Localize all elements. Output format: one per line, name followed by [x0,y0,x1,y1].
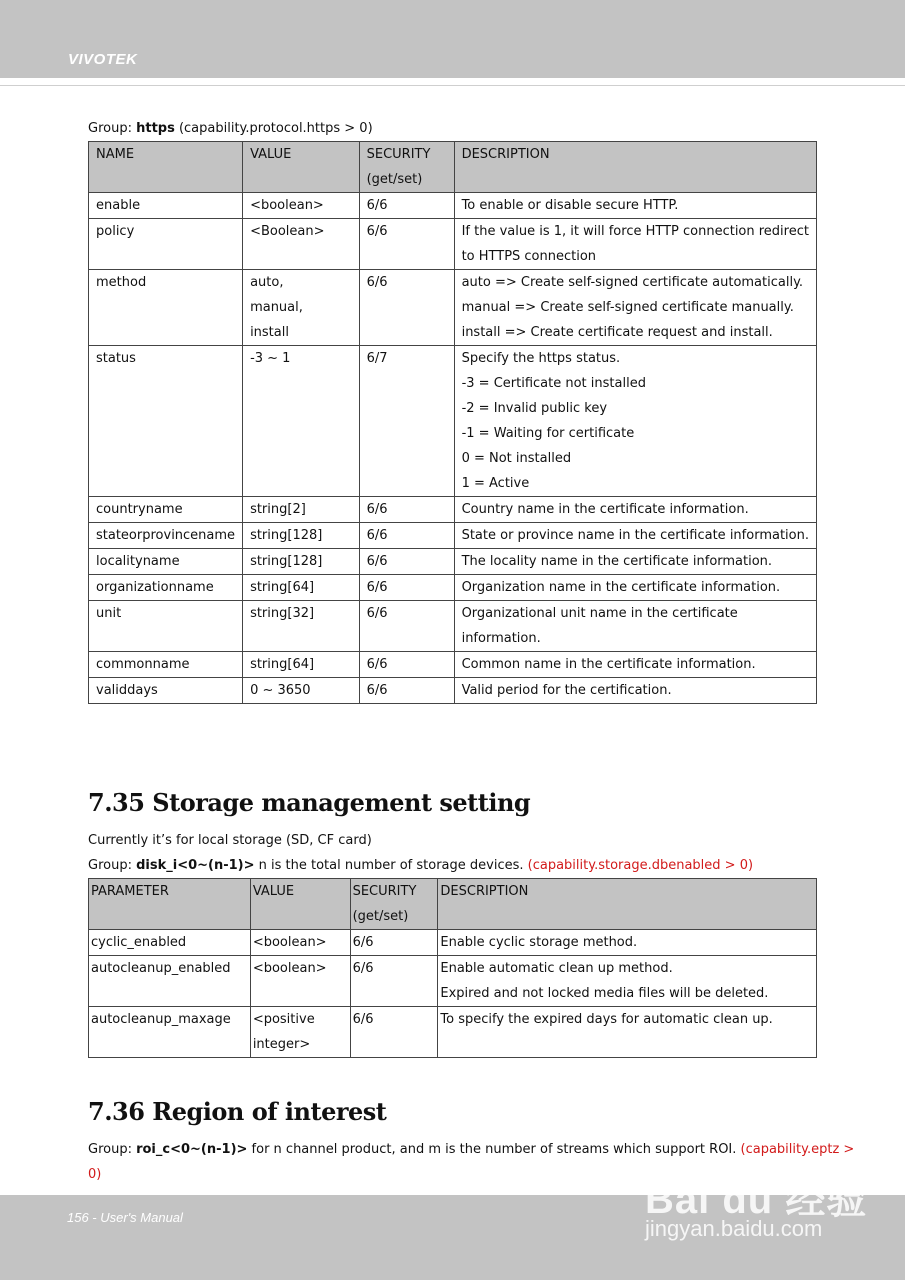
storage-parameter-table [88,878,817,1058]
group-capability: (capability.protocol.https > 0) [174,121,373,136]
param-security-cell: 6/6 [359,497,454,523]
page-number: 156 - User's Manual [67,1210,183,1225]
param-value-cell [250,956,350,1007]
param-description-cell [454,219,816,270]
table-row [89,549,817,575]
cell-line: <positive [252,1012,315,1027]
param-name-cell: commonname [89,652,243,678]
param-name-cell: countryname [89,497,243,523]
param-description-cell [454,270,816,346]
cell-line: State or province name in the certificate information. [461,528,809,543]
cell-line: install => Create certificate request and install. [461,325,773,340]
param-name-cell: autocleanup_enabled [89,956,251,1007]
table-row [89,601,817,652]
cell-line: string[64] [250,580,315,595]
param-security-cell: 6/6 [359,575,454,601]
table-row [89,575,817,601]
param-description-cell [438,930,817,956]
cell-line: Country name in the certificate information. [461,502,749,517]
param-name-cell: cyclic_enabled [89,930,251,956]
cell-line: string[128] [250,528,323,543]
https-group-label [88,116,373,141]
param-security-cell: 6/7 [359,346,454,497]
param-name-cell: organizationname [89,575,243,601]
header-divider [0,85,905,86]
param-name-cell: status [89,346,243,497]
cell-line: <Boolean> [250,224,325,239]
cell-line: If the value is 1, it will force HTTP connection redirect [461,224,809,239]
table-header-row [89,142,817,193]
group-prefix: Group: [88,858,137,873]
param-name-cell: stateorprovincename [89,523,243,549]
table-row [89,652,817,678]
watermark-logo: Bai du 经验 [645,1178,868,1222]
cell-line: <boolean> [250,198,324,213]
cell-line: information. [461,631,541,646]
param-name-cell: autocleanup_maxage [89,1007,251,1058]
header-security [350,879,438,930]
cell-line: auto => Create self-signed certificate automatically. [461,275,804,290]
group-capability: (capability.storage.dbenabled > 0) [527,858,754,873]
param-security-cell: 6/6 [359,219,454,270]
param-name-cell: unit [89,601,243,652]
param-security-cell: 6/6 [359,601,454,652]
param-value-cell [243,346,360,497]
cell-line: string[128] [250,554,323,569]
header-description: DESCRIPTION [454,142,816,193]
section-heading-roi: 7.36 Region of interest [88,1097,387,1126]
header-description: DESCRIPTION [438,879,817,930]
header-security [359,142,454,193]
cell-line: string[2] [250,502,306,517]
group-capability: (capability.eptz > [740,1142,855,1157]
cell-line: -3 = Certificate not installed [461,376,646,391]
storage-group-label [88,853,753,878]
param-security-cell: 6/6 [350,1007,438,1058]
cell-line: <boolean> [252,935,327,950]
table-row [89,193,817,219]
param-value-cell [243,497,360,523]
param-description-cell [454,497,816,523]
cell-line: 1 = Active [461,476,530,491]
param-security-cell: 6/6 [359,652,454,678]
param-description-cell [438,956,817,1007]
param-value-cell [250,930,350,956]
cell-line: install [250,325,289,340]
table-row [89,346,817,497]
param-description-cell [438,1007,817,1058]
param-security-cell: 6/6 [359,270,454,346]
param-value-cell [243,193,360,219]
param-value-cell [243,652,360,678]
group-prefix: Group: [88,121,137,136]
param-name-cell: validdays [89,678,243,704]
param-description-cell [454,678,816,704]
header-parameter: PARAMETER [89,879,251,930]
param-value-cell [243,523,360,549]
table-row [89,1007,817,1058]
param-security-cell: 6/6 [359,549,454,575]
storage-intro: Currently it’s for local storage (SD, CF card) [88,833,372,848]
table-row [89,497,817,523]
param-value-cell [243,270,360,346]
header-security-label: SECURITY [352,884,417,899]
cell-line: The locality name in the certificate information. [461,554,773,569]
table-row [89,219,817,270]
cell-line: manual => Create self-signed certificate manually. [461,300,794,315]
brand-logo: VIVOTEK [68,51,138,68]
cell-line: -1 = Waiting for certificate [461,426,635,441]
table-row [89,678,817,704]
cell-line: <boolean> [252,961,327,976]
table-row [89,523,817,549]
cell-line: 0 ~ 3650 [250,683,311,698]
cell-line: Organization name in the certificate information. [461,580,781,595]
table-header-row [89,879,817,930]
table-row [89,930,817,956]
cell-line: Enable automatic clean up method. [440,961,673,976]
param-description-cell [454,523,816,549]
cell-line: -2 = Invalid public key [461,401,608,416]
param-value-cell [250,1007,350,1058]
group-description: for n channel product, and m is the number of streams which support ROI. [247,1142,741,1157]
param-security-cell: 6/6 [350,956,438,1007]
group-name: disk_i<0~(n-1)> [136,858,255,873]
table-row [89,956,817,1007]
cell-line: string[32] [250,606,315,621]
param-value-cell [243,575,360,601]
param-name-cell: localityname [89,549,243,575]
header-value: VALUE [243,142,360,193]
param-security-cell: 6/6 [359,523,454,549]
cell-line: Organizational unit name in the certificate [461,606,738,621]
param-value-cell [243,219,360,270]
param-description-cell [454,575,816,601]
cell-line: auto, [250,275,284,290]
param-description-cell [454,601,816,652]
group-prefix: Group: [88,1142,137,1157]
cell-line: Enable cyclic storage method. [440,935,638,950]
cell-line: to HTTPS connection [461,249,597,264]
section-heading-storage: 7.35 Storage management setting [88,788,531,817]
param-security-cell: 6/6 [359,193,454,219]
roi-group-capability-cont: 0) [88,1167,102,1182]
param-name-cell: policy [89,219,243,270]
param-name-cell: method [89,270,243,346]
cell-line: Specify the https status. [461,351,621,366]
cell-line: To enable or disable secure HTTP. [461,198,679,213]
cell-line: Valid period for the certification. [461,683,672,698]
group-name: roi_c<0~(n-1)> [136,1142,248,1157]
header-name: NAME [89,142,243,193]
param-description-cell [454,549,816,575]
cell-line: string[64] [250,657,315,672]
cell-line: Common name in the certificate information. [461,657,756,672]
cell-line: Expired and not locked media files will be deleted. [440,986,769,1001]
param-value-cell [243,678,360,704]
param-name-cell: enable [89,193,243,219]
param-description-cell [454,193,816,219]
cell-line: integer> [252,1037,311,1052]
param-description-cell [454,652,816,678]
header-security-label: SECURITY [366,147,431,162]
param-security-cell: 6/6 [350,930,438,956]
header-security-sub: (get/set) [366,172,423,187]
param-value-cell [243,601,360,652]
cell-line: -3 ~ 1 [250,351,291,366]
cell-line: To specify the expired days for automatic clean up. [440,1012,773,1027]
cell-line: manual, [250,300,303,315]
watermark-url: jingyan.baidu.com [645,1216,823,1241]
cell-line: 0 = Not installed [461,451,572,466]
param-value-cell [243,549,360,575]
table-row [89,270,817,346]
header-value: VALUE [250,879,350,930]
group-name: https [136,121,175,136]
param-description-cell [454,346,816,497]
param-security-cell: 6/6 [359,678,454,704]
roi-group-label [88,1137,854,1162]
header-security-sub: (get/set) [352,909,409,924]
https-parameter-table [88,141,817,704]
group-description: n is the total number of storage devices. [254,858,528,873]
